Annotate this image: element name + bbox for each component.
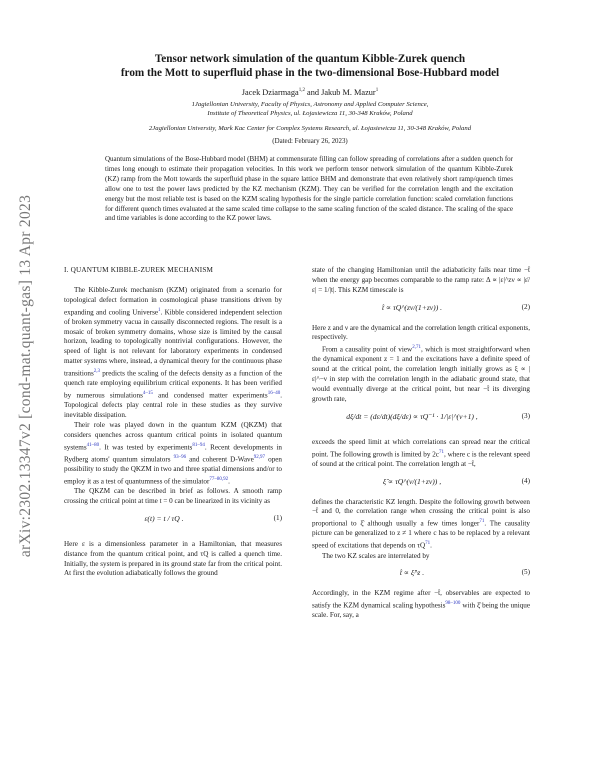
citation[interactable]: 98–100 [445,601,461,607]
paragraph-kz-length: defines the characteristic KZ length. Despite the following growth between −t̂ and 0, the correlation range when crossing the critical point is also proportional to ξ̂ although usually a few times longer$^{71}$. The causality picture can be generalized to z ≠ 1 where c has to be replaced by a relevant speed of excitations that depends on $\tau Q^{71}$. [312,497,530,550]
equation-4-number: (4) [521,476,530,485]
equation-3-body: dξ/dt = (dε/dt)(dξ/dε) ∝ τQ⁻¹ · 1/|ε|^(ν+1) , [346,411,478,421]
equation-4-body: ξ̂ ∝ τQ^(ν/(1+zν)) , [382,476,442,486]
citation[interactable]: 41–80 [86,442,100,448]
citation[interactable]: 71 [479,519,485,525]
citation[interactable]: 93–96 [173,454,187,460]
citation[interactable]: 71 [438,449,444,455]
author-1-affil: 1,2 [298,88,305,94]
citation[interactable]: 81–94 [192,442,205,448]
equation-3 [312,408,530,435]
equation-4 [312,473,530,495]
paragraph-kzm-origin: The Kibble-Zurek mechanism (KZM) originated from a scenario for topological defect formation in cosmological phase transitions driven by expanding and cooling Universe$^1$. Kibble considered independent selection of broken symmetry vacua in causally disconnected regions. The result is a mosaic of broken symmetry domains, whose size is limited by the causal horizon, leading to topologically nontrivial configurations. However, the speed of light is not relevant for laboratory experiments in condensed matter systems where, instead, a dynamical theory for the continuous phase transitions$^{2,3}$ predicts the scaling of the defects density as a function of the quench rate employing equilibrium critical exponents. It has been verified by numerous simulations$^{4-15}$ and condensed matter experiments$^{16-40}$. Topological defects play central role in these studies as they survive inevitable dissipation. [64,285,282,420]
title-line-1: Tensor network simulation of the quantum Kibble-Zurek quench [154,53,466,65]
author-2-affil: 1 [375,88,379,94]
paragraph-causality: From a causality point of view$^{2,71}$, which is most straightforward when the dynamical exponent z = 1 and the excitations have a definite speed of sound at the critical point, the correlation length initially grows as ξ ∝ |ε|^−ν in step with the correlation length in the adiabatic ground state, that would eventually diverge at the critical point, but near −t̂ its diverging growth rate, [312,345,530,403]
equation-2 [312,299,530,321]
citation[interactable]: 77–80,92 [209,476,229,482]
equation-5 [312,564,530,586]
affiliation-1 [60,100,560,118]
abstract: Quantum simulations of the Bose-Hubbard model (BHM) at commensurate filling can follow spreading of correlations after a sudden quench for times long enough to estimate their propagation velocities. In this work we perform tensor network simulation of the quantum Kibble-Zurek (KZ) ramp from the Mott towards the superfluid phase in the square lattice BHM and demonstrate that even relatively short ramp/quench times allow one to test the power laws predicted by the KZ mechanism (KZM). They can be verified for the correlation length and the excitation energy but the most reliable test is based on the KZM scaling hypothesis for the single particle correlation function: scaled correlation functions for different quench times evaluated at the same scaled time collapse to the same scaling function of the scaled distance. The scaling of the space and time variables is done according to the KZ power laws. [105,155,513,223]
paragraph-ramp: The QKZM can be described in brief as follows. A smooth ramp crossing the critical point at time t = 0 can be linearized in its vicinity as [64,487,282,505]
paragraph-kz-scales: The two KZ scales are interrelated by [322,551,430,560]
citation[interactable]: 1 [158,307,161,313]
arxiv-identifier: arXiv:2302.13347v2 [cond-mat.quant-gas] 13 Apr 2023 [17,194,34,558]
equation-5-number: (5) [521,568,530,577]
paragraph-scaling-hypothesis: Accordingly, in the KZM regime after −t̂, observables are expected to satisfy the KZM dynamical scaling hypothesis$^{98-100}$ with ξ̂ being the unique scale. For, say, a [312,589,530,620]
arxiv-sidebar [14,96,38,656]
citation[interactable]: 16–40 [267,391,281,397]
equation-2-number: (2) [521,302,530,311]
citation[interactable]: 2,71 [412,345,421,351]
affiliation-1-line-2: Institute of Theoretical Physics, ul. Łojasiewicza 11, 30-348 Kraków, Poland [207,110,413,117]
paragraph-adiabatic: state of the changing Hamiltonian until the adiabaticity fails near time −t̂ when the energy gap becomes comparable to the ramp rate: Δ ∝ |ε|^zν ∝ |ε̇/ε| = 1/|t|. This KZM timescale is [312,266,530,294]
affiliation-1-line-1: 1Jagiellonian University, Faculty of Physics, Astronomy and Applied Computer Science, [191,101,429,108]
title-line-2: from the Mott to superfluid phase in the two-dimensional Bose-Hubbard model [120,67,500,79]
citation[interactable]: 4–15 [142,391,153,397]
equation-1-number: (1) [273,513,282,522]
author-1: Jacek Dziarmaga [241,88,299,97]
citation[interactable]: 2,3 [93,368,101,374]
equation-5-body: t̂ ∝ ξ̂^z . [399,568,425,578]
paragraph-qkzm: Their role was played down in the quantum KZM (QKZM) that considers quenches across quantum critical points in isolated quantum systems$^{41-80}$. It was tested by experiments$^{81-94}$. Recent developments in Rydberg atoms' quantum simulators $^{93-96}$ and coherent D-Wave$^{92,97}$ open possibility to study the QKZM in two and three spatial dimensions and/or to employ it as a test of quantumness of the simulator$^{77-80,92}$. [64,420,283,486]
section-heading: I. QUANTUM KIBBLE-ZUREK MECHANISM [64,266,214,274]
equation-1-body: ε(t) = t / τQ . [144,513,184,523]
paragraph-exponents: Here z and ν are the dynamical and the correlation length critical exponents, respectively. [312,323,530,342]
equation-1 [64,510,282,537]
paper-title [60,52,560,80]
left-column [64,266,282,579]
right-column [312,266,530,621]
paragraph-epsilon: Here ε is a dimensionless parameter in a Hamiltonian, that measures distance from the quantum critical point, and τQ is called a quench time. Initially, the system is prepared in its ground state far from the critical point. At first the evolution adiabatically follows the ground [64,539,282,578]
paragraph-speed-limit: exceeds the speed limit at which correlations can spread near the critical point. The following growth is limited by $2c^{71}$, where c is the relevant speed of sound at the critical point. The correlation length at −t̂, [312,437,530,468]
citation[interactable]: 92,97 [253,454,266,460]
affiliation-2: 2Jagiellonian University, Mark Kac Center for Complex Systems Research, ul. Łojasiewicza 11, 30-348 Kraków, Poland [148,125,472,132]
date-line: (Dated: February 26, 2023) [272,138,348,145]
author-and: and Jakub M. Mazur [307,88,376,97]
equation-2-body: t̂ ∝ τQ^(zν/(1+zν)) . [381,302,443,312]
citation[interactable]: 71 [425,541,431,547]
equation-3-number: (3) [521,411,530,420]
authors [60,88,560,97]
